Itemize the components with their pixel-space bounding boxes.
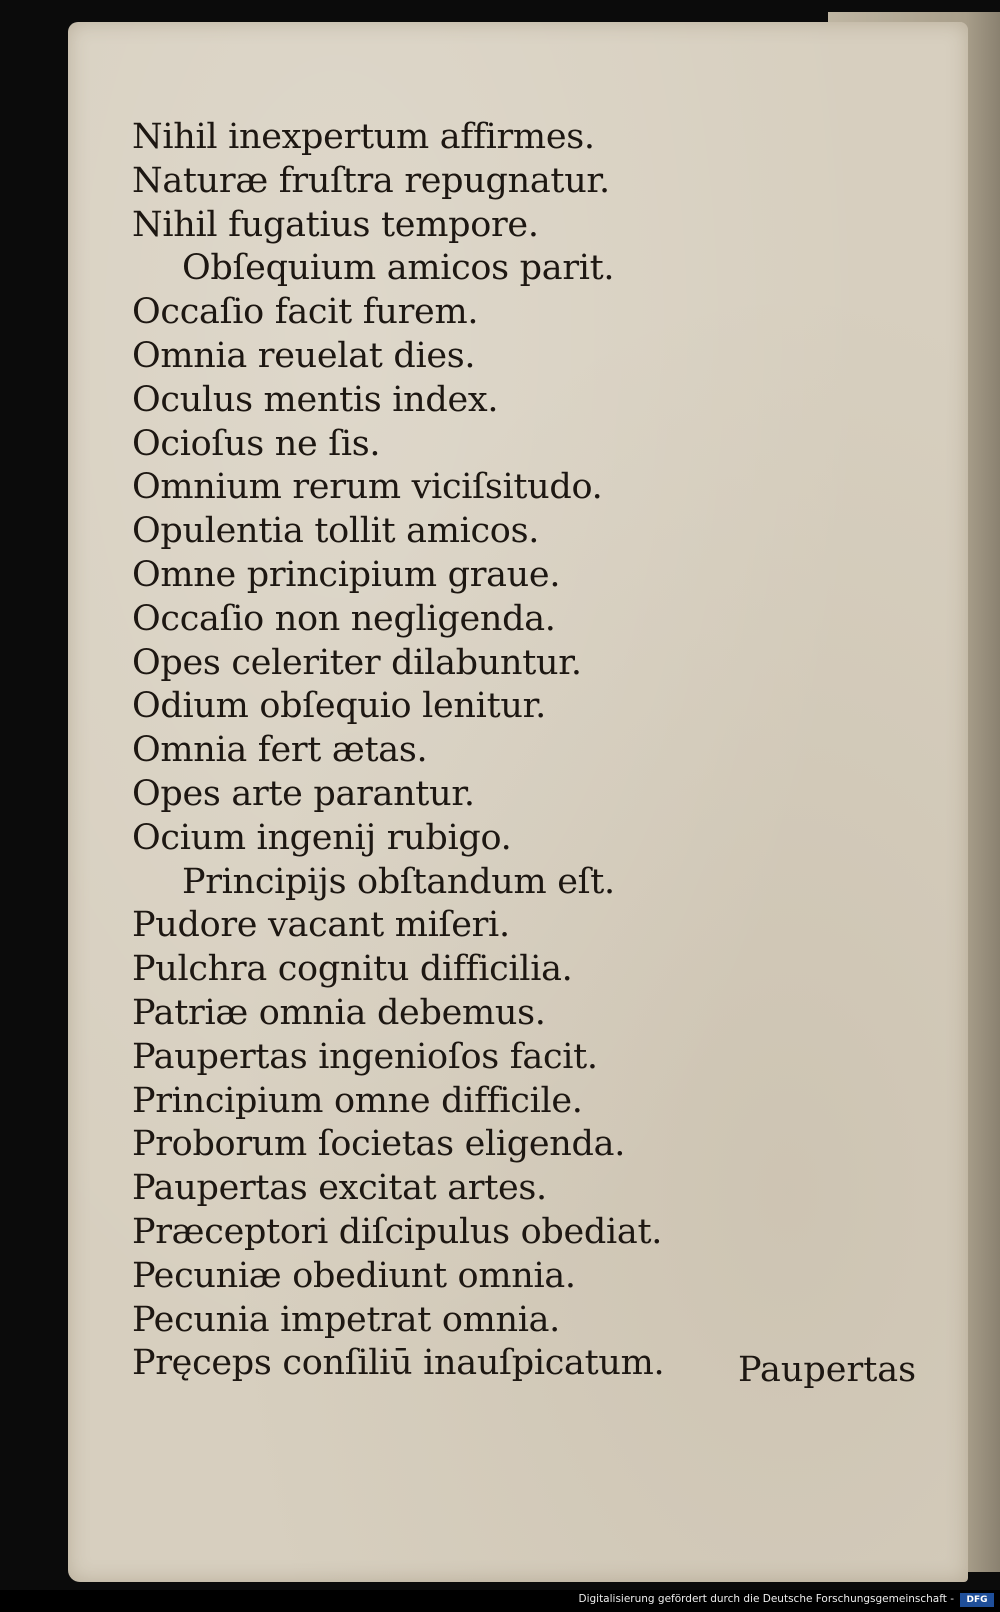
proverb-line: Occaſio facit furem. [132,292,479,333]
dfg-logo: DFG [960,1593,994,1607]
proverb-line: Paupertas excitat artes. [132,1168,547,1209]
proverb-line-section-start: Obſequium amicos parit. [182,248,615,289]
proverb-line: Patriæ omnia debemus. [132,992,546,1033]
proverb-line: Omnia reuelat dies. [132,335,476,376]
proverb-line: Præceptori diſcipulus obediat. [132,1211,663,1252]
proverb-list [132,116,752,1386]
proverb-line: Ocium ingenij rubigo. [132,817,512,858]
funding-credit: Digitalisierung gefördert durch die Deutsche Forschungsgemeinschaft - [578,1593,954,1605]
proverb-line: Pudore vacant miſeri. [132,905,510,946]
proverb-line: Opes celeriter dilabuntur. [132,642,582,683]
proverb-line: Pręceps conſiliū inauſpicatum. [132,1343,665,1384]
proverb-line: Ocioſus ne ſis. [132,423,381,464]
proverb-line: Paupertas ingenioſos facit. [132,1036,598,1077]
proverb-line: Nihil fugatius tempore. [132,204,539,245]
proverb-line: Principium omne difficile. [132,1080,583,1121]
proverb-line: Omnium rerum viciſsitudo. [132,467,603,508]
proverb-line: Nihil inexpertum affirmes. [132,117,595,157]
proverb-line: Opulentia tollit amicos. [132,511,540,552]
catchword: Paupertas [738,1350,917,1390]
proverb-line: Odium obſequio lenitur. [132,686,546,727]
proverb-line: Omne principium graue. [132,554,561,595]
proverb-line: Pecunia impetrat omnia. [132,1299,561,1340]
proverb-line: Oculus mentis index. [132,379,499,420]
proverb-line-section-start: Principijs obſtandum eſt. [182,861,615,902]
proverb-line: Opes arte parantur. [132,773,475,814]
proverb-line: Pecuniæ obediunt omnia. [132,1255,576,1296]
proverb-line: Proborum ſocietas eligenda. [132,1124,626,1165]
proverb-line: Naturæ fruſtra repugnatur. [132,160,610,201]
proverb-line: Omnia fert ætas. [132,730,428,771]
proverb-line: Pulchra cognitu difficilia. [132,949,573,990]
proverb-line: Occaſio non negligenda. [132,598,556,639]
